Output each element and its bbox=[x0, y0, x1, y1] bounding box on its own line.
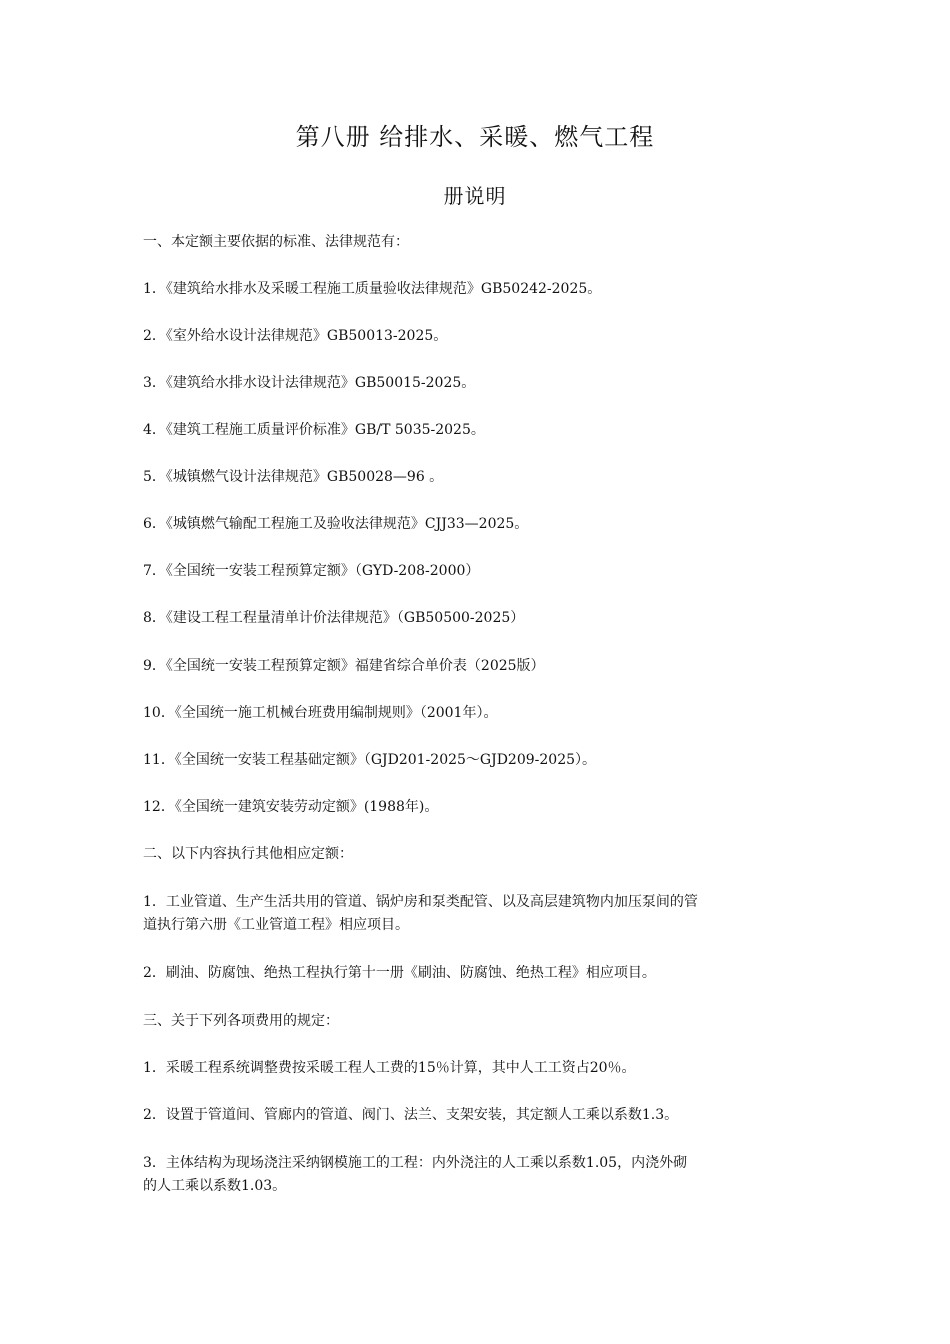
section2-heading: 二、以下内容执行其他相应定额： bbox=[143, 846, 353, 862]
section2-item-1-line-2: 道执行第六册《工业管道工程》相应项目。 bbox=[143, 917, 409, 933]
section1-item-7: 7．《全国统一安装工程预算定额》（GYD-208-2000） bbox=[143, 563, 480, 579]
section1-item-5: 5．《城镇燃气设计法律规范》GB50028—96 。 bbox=[143, 469, 444, 485]
section3-item-1: 1．采暖工程系统调整费按采暖工程人工费的15％计算，其中人工工资占20％。 bbox=[143, 1060, 636, 1076]
section1-item-12: 12．《全国统一建筑安装劳动定额》(1988年)。 bbox=[143, 799, 439, 815]
section1-item-1: 1．《建筑给水排水及采暖工程施工质量验收法律规范》GB50242-2025。 bbox=[143, 281, 602, 297]
section1-heading: 一、本定额主要依据的标准、法律规范有： bbox=[143, 234, 409, 250]
section1-item-11: 11．《全国统一安装工程基础定额》（GJD201-2025～GJD209-2025）。 bbox=[143, 752, 597, 768]
section3-item-3-line-1: 3．主体结构为现场浇注采纳钢模施工的工程：内外浇注的人工乘以系数1.05，内浇外砌 bbox=[143, 1155, 688, 1171]
section1-item-10: 10．《全国统一施工机械台班费用编制规则》（2001年）。 bbox=[143, 705, 498, 721]
section3-heading: 三、关于下列各项费用的规定： bbox=[143, 1013, 339, 1029]
section1-item-3: 3．《建筑给水排水设计法律规范》GB50015-2025。 bbox=[143, 375, 476, 391]
section1-item-4: 4．《建筑工程施工质量评价标准》GB/T 5035-2025。 bbox=[143, 422, 485, 438]
section1-item-8: 8．《建设工程工程量清单计价法律规范》（GB50500-2025） bbox=[143, 610, 525, 626]
section3-item-2: 2．设置于管道间、管廊内的管道、阀门、法兰、支架安装，其定额人工乘以系数1.3。 bbox=[143, 1107, 679, 1123]
section1-item-2: 2．《室外给水设计法律规范》GB50013-2025。 bbox=[143, 328, 448, 344]
section2-item-1-line-1: 1．工业管道、生产生活共用的管道、锅炉房和泵类配管、以及高层建筑物内加压泵间的管 bbox=[143, 894, 698, 910]
section2-item-2: 2．刷油、防腐蚀、绝热工程执行第十一册《刷油、防腐蚀、绝热工程》相应项目。 bbox=[143, 965, 656, 981]
document-title: 第八册 给排水、采暖、燃气工程 bbox=[295, 123, 655, 151]
section1-item-9: 9．《全国统一安装工程预算定额》福建省综合单价表（2025版） bbox=[143, 658, 545, 674]
section3-item-3-line-2: 的人工乘以系数1.03。 bbox=[143, 1178, 287, 1194]
section1-item-6: 6．《城镇燃气输配工程施工及验收法律规范》CJJ33—2025。 bbox=[143, 516, 529, 532]
document-subtitle: 册说明 bbox=[443, 184, 507, 208]
